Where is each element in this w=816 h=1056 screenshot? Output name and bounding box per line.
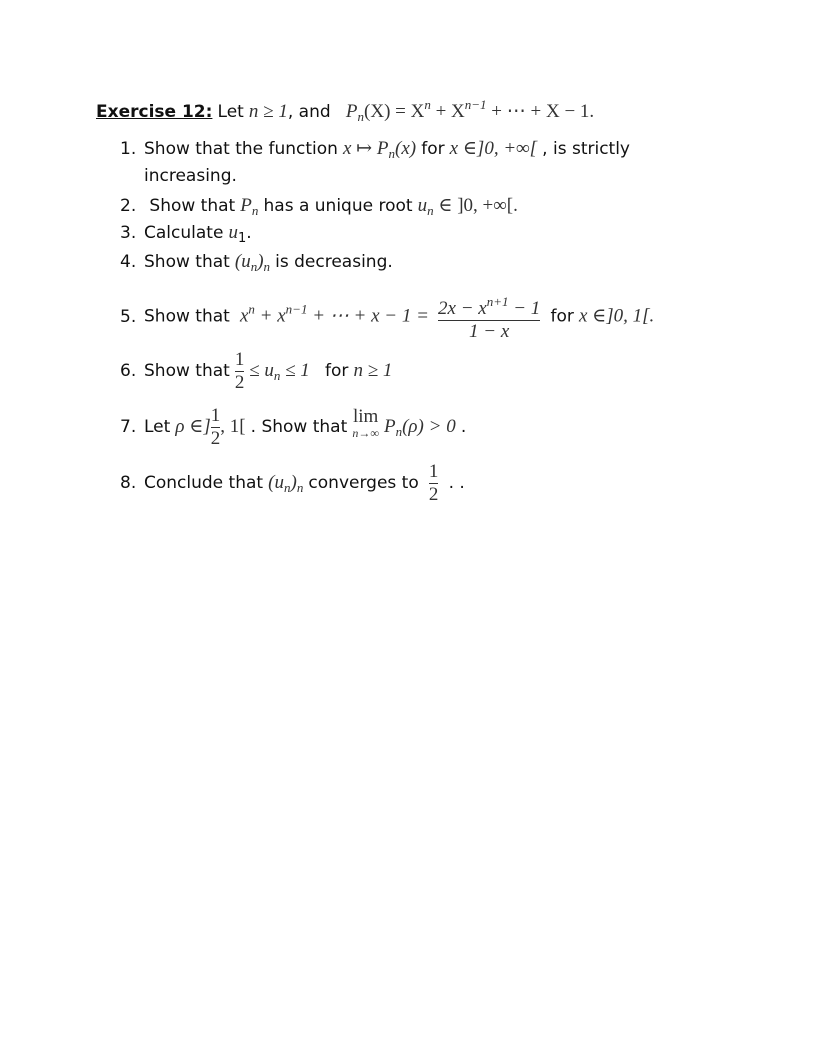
fraction: [235, 350, 245, 393]
fraction-denominator: 1 − x: [469, 321, 510, 342]
fraction-denominator: 2: [428, 484, 439, 505]
item-math-sub: n: [250, 259, 258, 274]
item-math-sub: n: [263, 259, 271, 274]
item-text: Show that the function: [144, 139, 338, 159]
item-text: Conclude that: [144, 473, 264, 493]
item-math: ∈ ]0, +∞[.: [433, 195, 518, 216]
list-item-1-continuation: [144, 166, 237, 186]
item-math-sub: n: [284, 480, 291, 495]
list-item-5: [120, 292, 654, 342]
limit-subscript: n→∞: [352, 426, 379, 440]
list-item-4: [120, 251, 393, 275]
item-math: x ∈]0, +∞[: [449, 138, 538, 159]
list-item-3: [120, 222, 252, 246]
item-math: n ≥ 1: [353, 360, 393, 381]
item-math-sub: n: [395, 424, 403, 439]
intro-condition: n ≥ 1: [248, 101, 288, 122]
item-math: (ρ) > 0: [402, 416, 456, 437]
item-text: . .: [448, 473, 465, 493]
list-item-6: [120, 350, 392, 393]
poly-tail: + ⋯ + X − 1.: [486, 101, 595, 122]
item-number: 4.: [120, 252, 137, 272]
poly-sub: n: [357, 109, 365, 124]
item-number: 7.: [120, 417, 137, 437]
exercise-heading-line: [96, 97, 594, 125]
item-text: increasing.: [144, 166, 237, 186]
item-number: 1.: [120, 139, 137, 159]
fraction-numerator-tail: − 1: [508, 298, 541, 319]
item-text: Let: [144, 417, 171, 437]
item-text: for: [550, 306, 574, 327]
limit-operator: [352, 406, 379, 439]
item-math-sup: n: [248, 301, 255, 317]
item-text: Show that: [144, 361, 230, 381]
fraction-denominator: 2: [234, 372, 245, 393]
fraction-numerator: 2x − x: [438, 298, 487, 319]
list-item-1: [120, 137, 630, 162]
item-text: Show that: [144, 196, 236, 216]
item-math: ): [290, 472, 297, 493]
intro-let: Let: [217, 102, 244, 122]
item-math: P: [240, 195, 252, 216]
item-math-sub: n: [296, 480, 304, 495]
item-number: 6.: [120, 361, 137, 381]
poly-exp1: n: [424, 97, 431, 112]
item-text: Show that: [144, 306, 230, 327]
item-math: x: [239, 305, 249, 327]
fraction-numerator: 1: [210, 405, 221, 426]
item-math-sub: n: [251, 203, 259, 218]
list-item-7: [120, 406, 466, 449]
item-text: Show that: [144, 252, 230, 272]
item-math: x ∈]0, 1[.: [578, 305, 655, 327]
item-math-sup: n−1: [285, 301, 308, 317]
poly-name: P: [345, 101, 358, 122]
item-math: (u: [268, 472, 284, 493]
item-text: for: [421, 139, 445, 159]
item-text: has a unique root: [263, 196, 413, 216]
item-number: 8.: [120, 473, 137, 493]
fraction: [429, 462, 439, 505]
item-text: .: [460, 417, 467, 437]
poly-plus: + X: [430, 101, 465, 122]
item-math: ≤ u: [244, 360, 274, 381]
item-math: + x: [254, 305, 286, 327]
poly-arg: (X) = X: [364, 101, 425, 122]
item-number: 2.: [120, 196, 137, 216]
item-math-arg: (x): [395, 138, 417, 159]
item-number: 5.: [120, 306, 137, 327]
item-text: converges to: [308, 473, 419, 493]
item-text: , is strictly: [542, 139, 630, 159]
item-math: ρ ∈]: [175, 416, 211, 437]
fraction-numerator-exp: n+1: [486, 294, 509, 309]
limit-label: lim: [352, 406, 379, 427]
item-math: u: [228, 222, 238, 243]
fraction-denominator: 2: [210, 428, 221, 449]
item-text: .: [246, 223, 252, 243]
item-math: x ↦ P: [343, 138, 389, 159]
list-item-2: [120, 194, 518, 219]
item-math-sub: n: [273, 368, 281, 383]
fraction-numerator: 1: [234, 349, 245, 370]
item-math: P: [384, 416, 396, 437]
item-math-sub: n: [388, 146, 396, 161]
item-math-sub: n: [427, 203, 434, 218]
item-text: for: [325, 361, 349, 381]
item-math: ≤ 1: [280, 360, 310, 381]
item-math: ): [257, 251, 264, 272]
item-math: u: [417, 195, 428, 216]
exercise-title: Exercise 12:: [96, 102, 213, 122]
intro-and: , and: [287, 102, 331, 122]
item-math: , 1[: [220, 416, 246, 437]
item-text: Calculate: [144, 223, 224, 243]
poly-exp2: n−1: [464, 97, 487, 112]
fraction: [211, 406, 221, 449]
item-number: 3.: [120, 223, 137, 243]
item-math: + ⋯ + x − 1 =: [307, 305, 429, 327]
list-item-8: [120, 462, 465, 505]
fraction: [438, 292, 540, 342]
item-text: . Show that: [250, 417, 348, 437]
item-math-sub: 1: [238, 231, 247, 246]
fraction-numerator: 1: [428, 461, 439, 482]
item-text: is decreasing.: [275, 252, 393, 272]
item-math: (u: [234, 251, 251, 272]
